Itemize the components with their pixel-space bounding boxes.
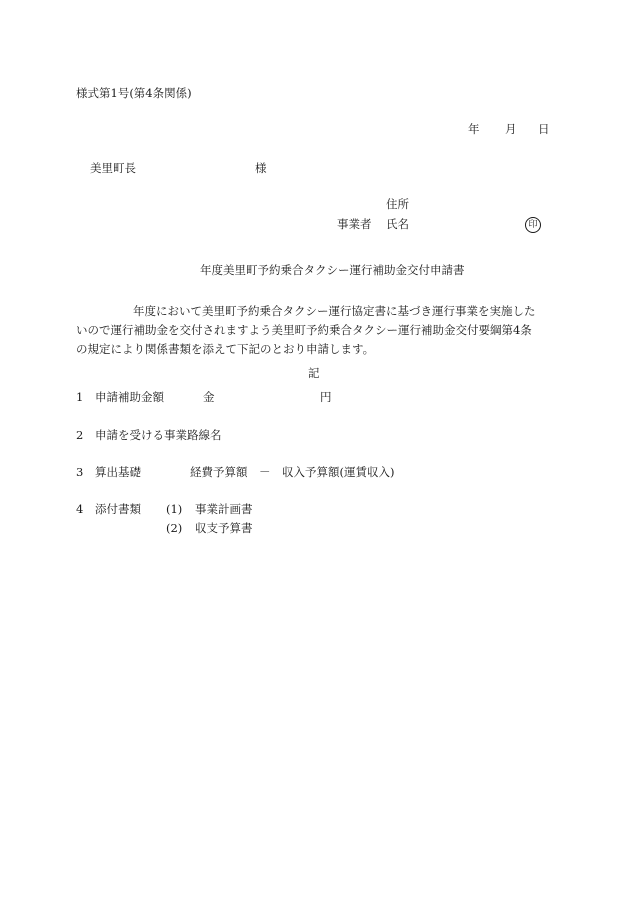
seal-mark: 印 (525, 217, 541, 233)
item-4-label: 添付書類 (95, 502, 141, 516)
item-3-number: 3 (76, 465, 84, 479)
name-label: 氏名 (386, 217, 409, 231)
document-title: 年度美里町予約乗合タクシー運行補助金交付申請書 (200, 263, 465, 277)
item-3-label: 算出基礎 (95, 465, 141, 479)
item-4-number: 4 (76, 502, 84, 516)
body-line-3: の規定により関係書類を添えて下記のとおり申請します。 (76, 342, 375, 356)
item-1-yen: 円 (320, 390, 332, 404)
item-1-number: 1 (76, 390, 84, 404)
attachment-2-number: (2) (166, 521, 183, 535)
item-2-label: 申請を受ける事業路線名 (95, 428, 222, 442)
attachment-1-number: (1) (166, 502, 183, 516)
date-month: 月 (505, 122, 517, 136)
body-paragraph (76, 302, 550, 359)
item-2-number: 2 (76, 428, 84, 442)
form-label: 様式第1号(第4条関係) (76, 86, 192, 100)
body-line-1: 年度において美里町予約乗合タクシー運行協定書に基づき運行事業を実施した (133, 304, 536, 318)
applicant-role: 事業者 (337, 217, 372, 231)
addressee-name: 美里町長 (90, 161, 136, 175)
item-1-kin: 金 (203, 390, 215, 404)
date-year: 年 (468, 122, 480, 136)
addressee-honorific: 様 (255, 161, 267, 175)
date-day: 日 (538, 122, 550, 136)
item-1-label: 申請補助金額 (95, 390, 164, 404)
attachment-2-text: 収支予算書 (195, 521, 253, 535)
attachment-1-text: 事業計画書 (195, 502, 253, 516)
address-label: 住所 (386, 197, 409, 211)
item-3-formula: 経費予算額 － 収入予算額(運賃収入) (190, 465, 395, 479)
ki-heading: 記 (308, 366, 320, 380)
body-line-2: いので運行補助金を交付されますよう美里町予約乗合タクシー運行補助金交付要綱第4条 (76, 323, 532, 337)
